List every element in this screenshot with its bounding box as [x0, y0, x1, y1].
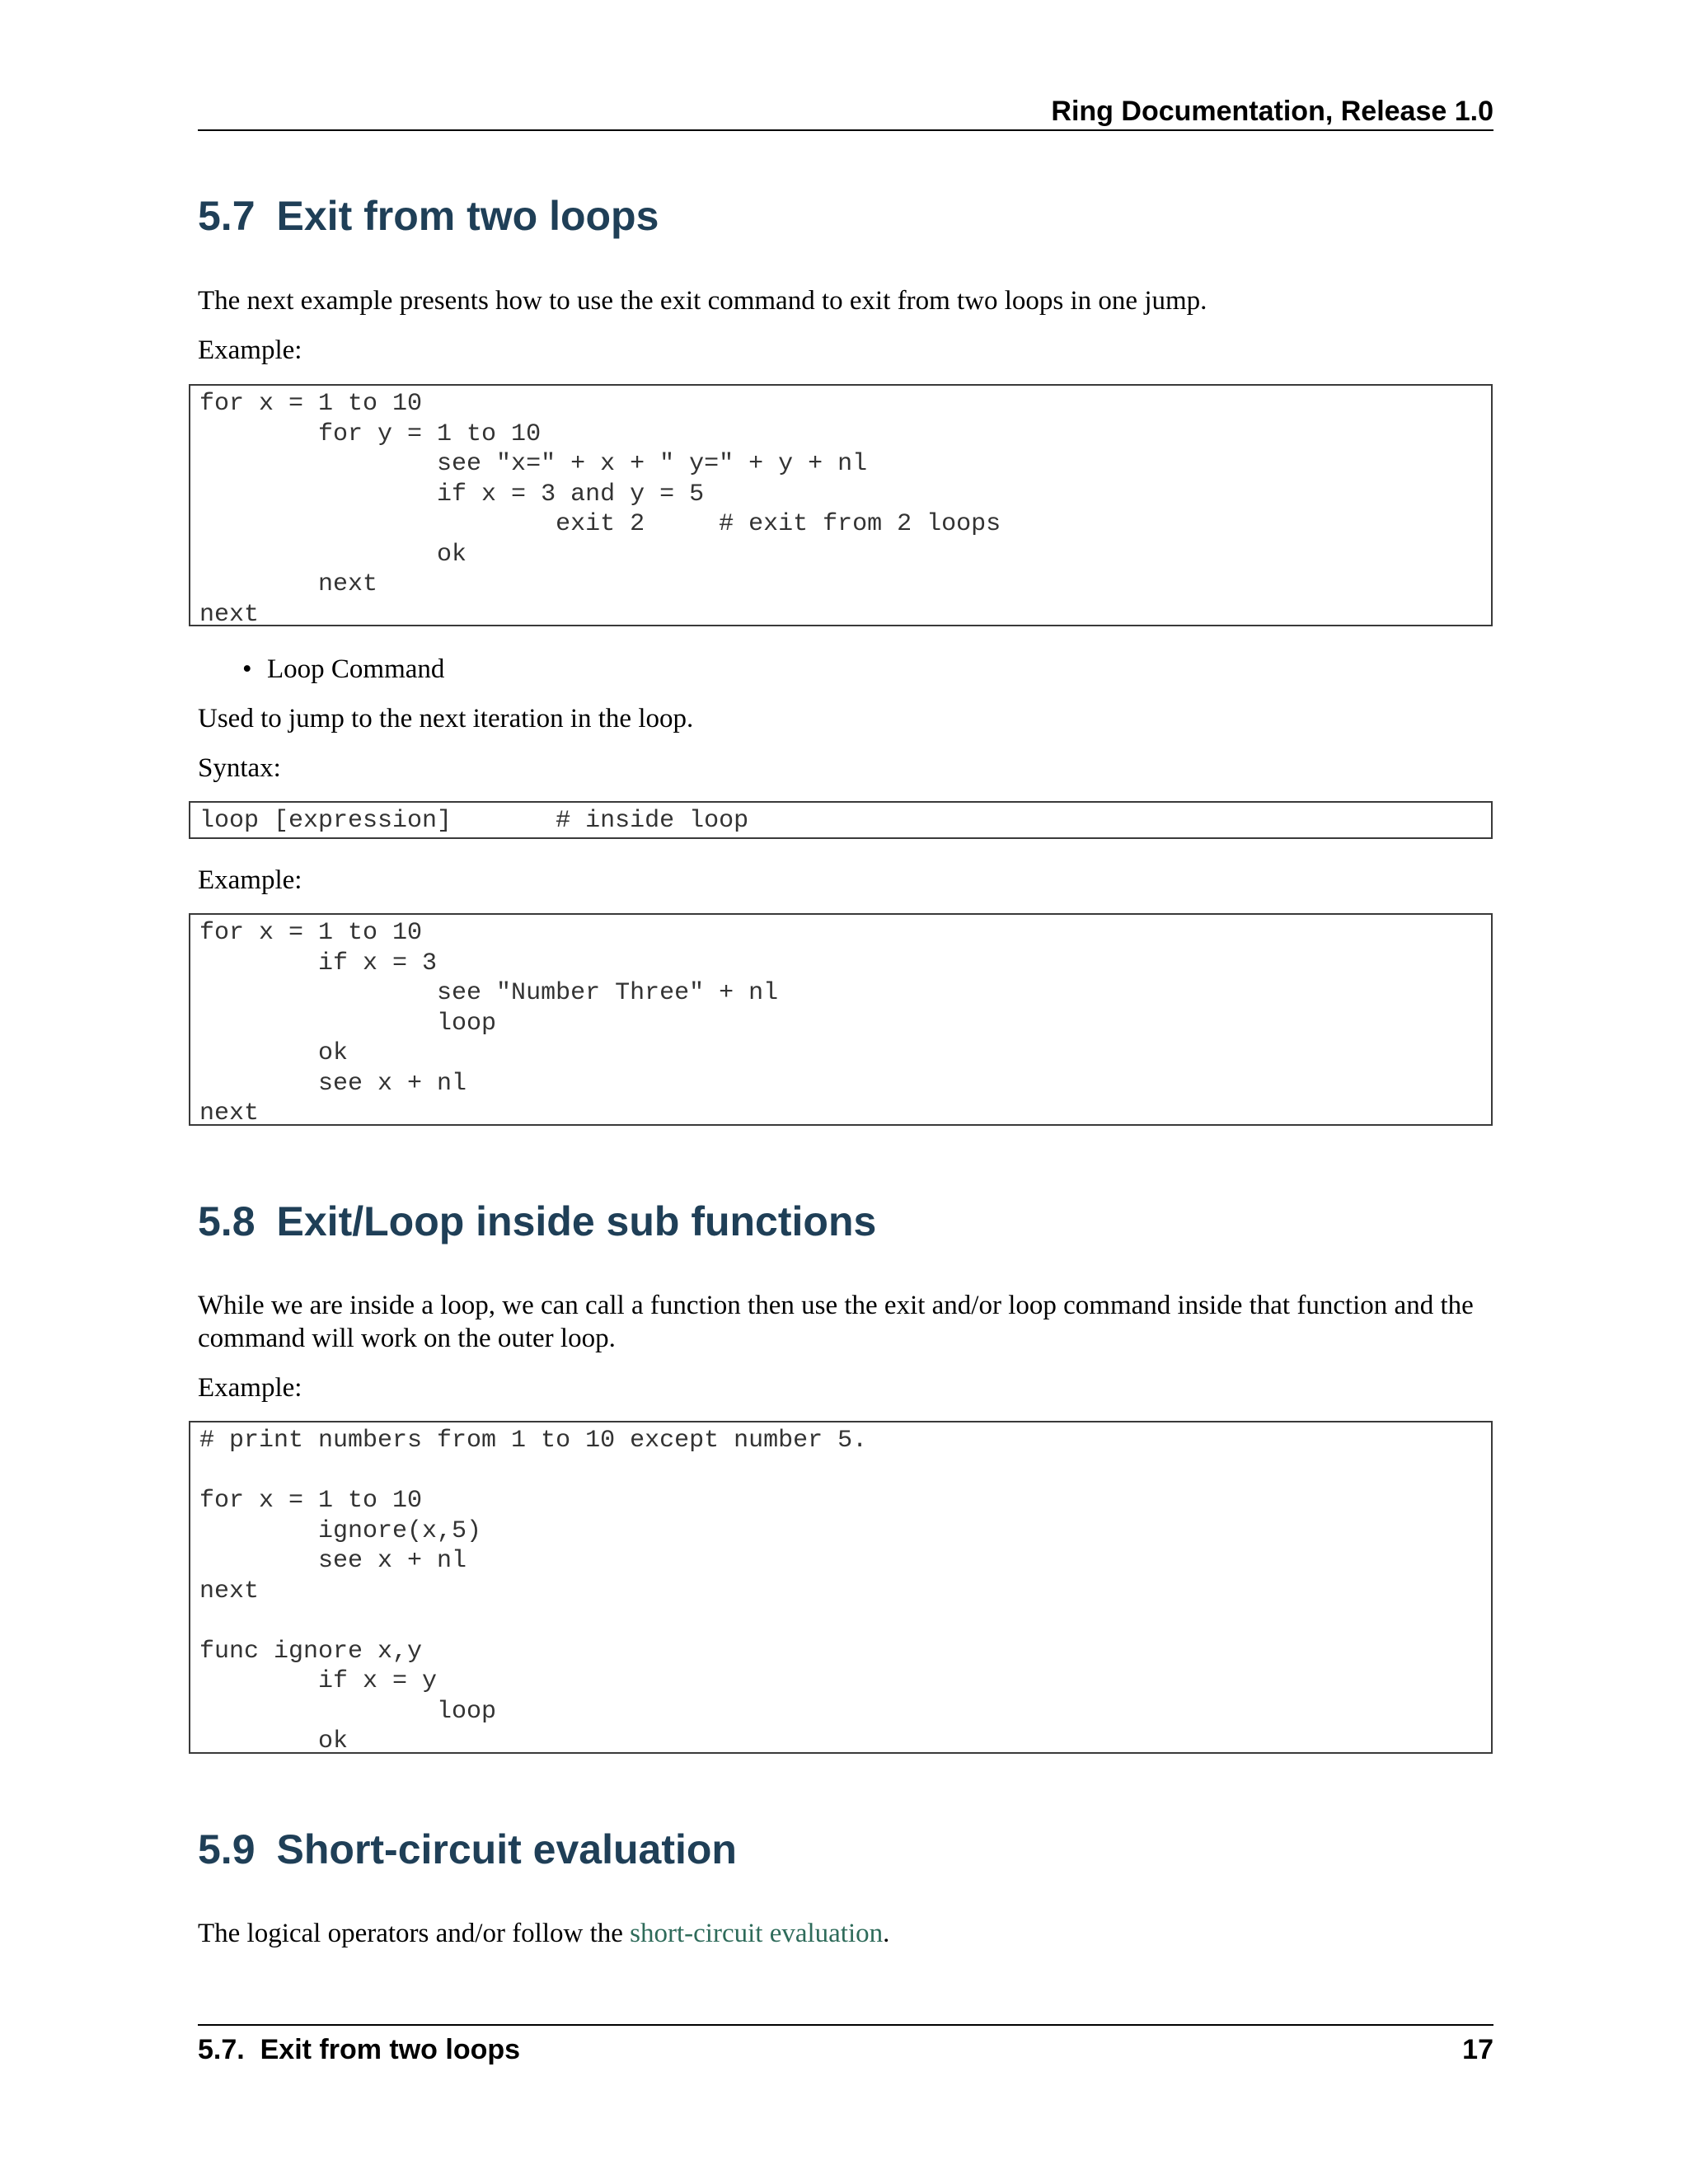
section-title: Short-circuit evaluation — [276, 1826, 737, 1872]
section-title: Exit from two loops — [276, 193, 659, 239]
footer-rule — [198, 2024, 1493, 2026]
intro-text: The logical operators and/or follow the — [198, 1919, 631, 1948]
page-number: 17 — [1462, 2034, 1493, 2065]
example-label: Example: — [198, 865, 302, 895]
bullet-list — [198, 653, 444, 686]
section-number: 5.7 — [198, 193, 256, 239]
code-block-loop-example: for x = 1 to 10 if x = 3 see "Number Three" + nl loop ok see x + nl next — [189, 913, 1493, 1126]
code-block-sub-functions: # print numbers from 1 to 10 except number 5. for x = 1 to 10 ignore(x,5) see x + nl next func ignore x,y if x = y loop ok — [189, 1421, 1493, 1754]
bullet-dot: • — [242, 654, 252, 684]
header-rule — [198, 129, 1493, 131]
loop-description: Used to jump to the next iteration in the loop. — [198, 704, 694, 733]
section-number: 5.8 — [198, 1198, 256, 1244]
section-intro — [198, 1917, 1500, 1950]
section-heading-5-9 — [198, 1825, 737, 1874]
section-intro: While we are inside a loop, we can call a function then use the exit and/or loop command inside that function and the command will work on the outer loop. — [198, 1291, 1474, 1353]
section-heading-5-7 — [198, 191, 659, 241]
page-footer — [198, 2031, 1493, 2069]
section-heading-5-8 — [198, 1197, 876, 1246]
code-block-exit-two-loops: for x = 1 to 10 for y = 1 to 10 see "x=" + x + " y=" + y + nl if x = 3 and y = 5 exit 2 # exit from 2 loops ok next next — [189, 384, 1493, 626]
section-number: 5.9 — [198, 1826, 256, 1872]
section-title: Exit/Loop inside sub functions — [276, 1198, 877, 1244]
example-label: Example: — [198, 1373, 302, 1403]
section-intro: The next example presents how to use the exit command to exit from two loops in one jump. — [198, 286, 1207, 316]
intro-text-end: . — [883, 1919, 890, 1948]
example-label: Example: — [198, 335, 302, 365]
footer-section-title: 5.7. Exit from two loops — [198, 2034, 521, 2065]
bullet-text: Loop Command — [267, 654, 445, 684]
running-header: Ring Documentation, Release 1.0 — [1051, 96, 1493, 127]
list-item — [198, 653, 444, 686]
syntax-label: Syntax: — [198, 753, 281, 783]
code-block-loop-syntax: loop [expression] # inside loop — [189, 801, 1493, 839]
short-circuit-link[interactable]: short-circuit evaluation — [630, 1919, 884, 1948]
